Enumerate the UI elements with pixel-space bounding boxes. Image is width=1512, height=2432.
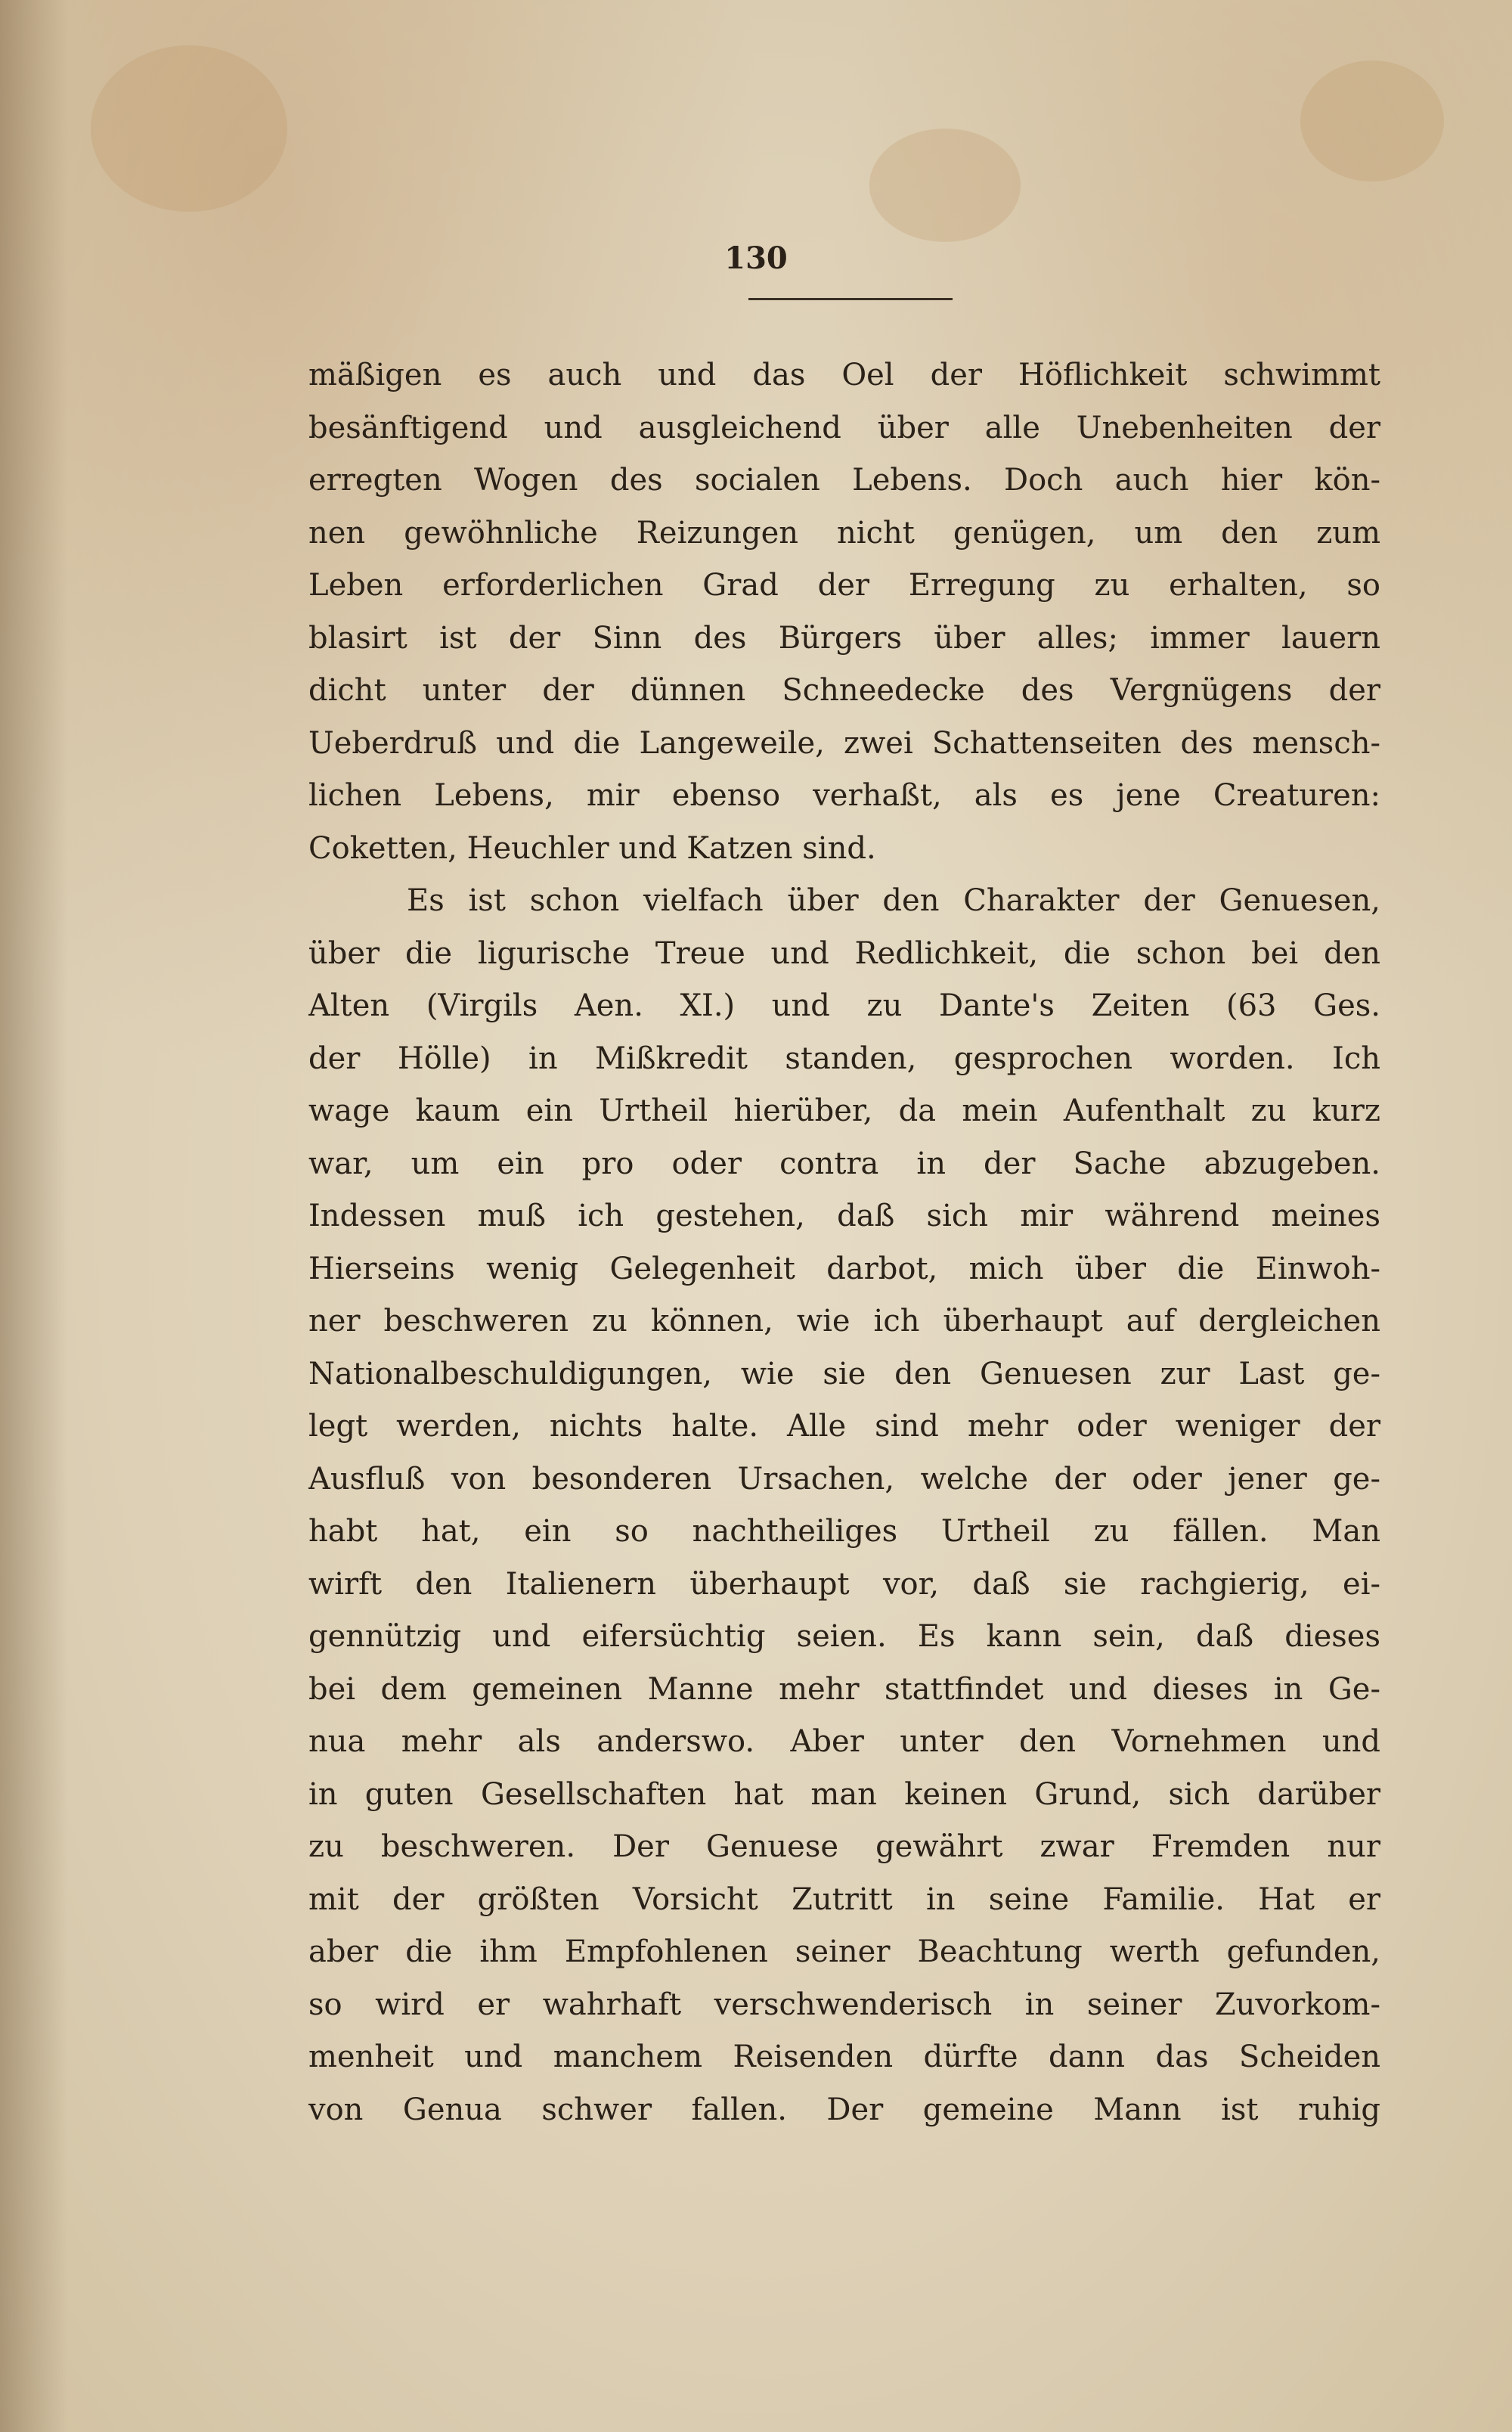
text-line: Ueberdruß und die Langeweile, zwei Schattenseiten des mensch- [308, 725, 1380, 761]
text-line: der Hölle) in Mißkredit standen, gesprochen worden. Ich [308, 1041, 1380, 1076]
text-line: Leben erforderlichen Grad der Erregung zu erhalten, so [308, 568, 1380, 603]
text-line: gennützig und eifersüchtig seien. Es kann sein, daß dieses [308, 1619, 1380, 1654]
text-line: von Genua schwer fallen. Der gemeine Mann ist ruhig [308, 2092, 1380, 2127]
text-line: wage kaum ein Urtheil hierüber, da mein Aufenthalt zu kurz [308, 1093, 1380, 1128]
text-line: wirft den Italienern überhaupt vor, daß sie rachgierig, ei- [308, 1566, 1380, 1602]
text-line: blasirt ist der Sinn des Bürgers über alles; immer lauern [308, 620, 1380, 656]
body-text [308, 349, 1380, 2136]
text-line: Alten (Virgils Aen. XI.) und zu Dante's Zeiten (63 Ges. [308, 988, 1380, 1023]
text-line: zu beschweren. Der Genuese gewährt zwar Fremden nur [308, 1829, 1380, 1864]
text-line: habt hat, ein so nachtheiliges Urtheil zu fällen. Man [308, 1514, 1380, 1549]
text-line: besänftigend und ausgleichend über alle Unebenheiten der [308, 410, 1380, 445]
paper-stain [1300, 60, 1444, 181]
text-line: erregten Wogen des socialen Lebens. Doch auch hier kön- [308, 463, 1380, 498]
text-line: menheit und manchem Reisenden dürfte dann das Scheiden [308, 2040, 1380, 2074]
text-line: Ausfluß von besonderen Ursachen, welche der oder jener ge- [308, 1461, 1380, 1497]
paper-stain [91, 45, 287, 212]
text-line: lichen Lebens, mir ebenso verhaßt, als es jene Creaturen: [308, 778, 1380, 813]
text-line: war, um ein pro oder contra in der Sache abzugeben. [308, 1146, 1380, 1181]
text-line: nen gewöhnliche Reizungen nicht genügen, um den zum [308, 515, 1380, 551]
text-line: mäßigen es auch und das Oel der Höflichkeit schwimmt [308, 358, 1380, 392]
text-line: Nationalbeschuldigungen, wie sie den Genuesen zur Last ge- [308, 1356, 1380, 1391]
text-line: bei dem gemeinen Manne mehr stattfindet und dieses in Ge- [308, 1671, 1380, 1707]
header-rule [748, 298, 953, 300]
page-number: 130 [724, 240, 788, 276]
text-line: Hierseins wenig Gelegenheit darbot, mich über die Einwoh- [308, 1251, 1380, 1286]
text-line: Coketten, Heuchler und Katzen sind. [308, 830, 876, 866]
text-line: ner beschweren zu können, wie ich überhaupt auf dergleichen [308, 1304, 1380, 1339]
text-line: in guten Gesellschaften hat man keinen Grund, sich darüber [308, 1776, 1380, 1812]
text-line: dicht unter der dünnen Schneedecke des Vergnügens der [308, 673, 1380, 708]
text-line: Es ist schon vielfach über den Charakter der Genuesen, [407, 883, 1380, 918]
text-line: Indessen muß ich gestehen, daß sich mir während meines [308, 1199, 1380, 1233]
text-line: mit der größten Vorsicht Zutritt in seine Familie. Hat er [308, 1881, 1380, 1917]
text-line: legt werden, nichts halte. Alle sind mehr oder weniger der [308, 1409, 1380, 1444]
text-line: über die ligurische Treue und Redlichkeit, die schon bei den [308, 935, 1380, 971]
paper-stain [869, 129, 1021, 242]
text-line: nua mehr als anderswo. Aber unter den Vornehmen und [308, 1724, 1380, 1759]
text-line: so wird er wahrhaft verschwenderisch in seiner Zuvorkom- [308, 1987, 1380, 2022]
text-line: aber die ihm Empfohlenen seiner Beachtung werth gefunden, [308, 1934, 1380, 1969]
binding-shadow [0, 0, 68, 2432]
